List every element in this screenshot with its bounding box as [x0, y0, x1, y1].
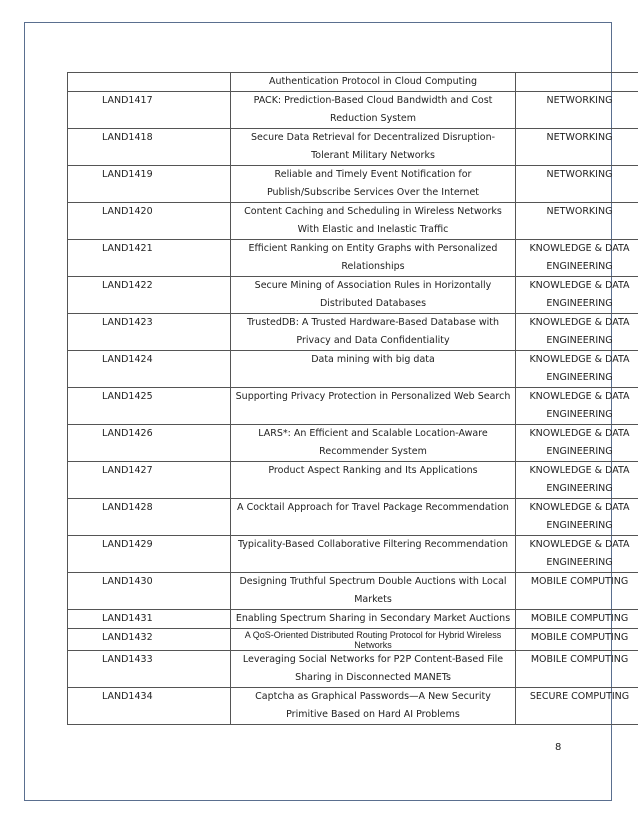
table-row [68, 203, 638, 240]
project-code: LAND1417 [68, 92, 231, 129]
table-row [68, 425, 638, 462]
project-domain: NETWORKING [516, 129, 638, 166]
project-code: LAND1430 [68, 573, 231, 610]
project-code: LAND1429 [68, 536, 231, 573]
project-domain: KNOWLEDGE & DATA ENGINEERING [516, 351, 638, 388]
project-code: LAND1418 [68, 129, 231, 166]
project-title: Content Caching and Scheduling in Wireless Networks With Elastic and Inelastic Traffic [231, 203, 516, 240]
project-title: Captcha as Graphical Passwords—A New Security Primitive Based on Hard AI Problems [231, 688, 516, 725]
project-title: Data mining with big data [231, 351, 516, 388]
project-title: LARS*: An Efficient and Scalable Location-Aware Recommender System [231, 425, 516, 462]
project-title: Typicality-Based Collaborative Filtering Recommendation [231, 536, 516, 573]
project-code: LAND1426 [68, 425, 231, 462]
project-title: Leveraging Social Networks for P2P Content-Based File Sharing in Disconnected MANETs [231, 651, 516, 688]
page-number: 8 [555, 742, 562, 753]
table-row [68, 629, 638, 651]
table-row [68, 73, 638, 92]
project-title: Enabling Spectrum Sharing in Secondary Market Auctions [231, 610, 516, 629]
project-domain: KNOWLEDGE & DATA ENGINEERING [516, 277, 638, 314]
table-row [68, 573, 638, 610]
table-row [68, 92, 638, 129]
project-domain: KNOWLEDGE & DATA ENGINEERING [516, 536, 638, 573]
project-code: LAND1428 [68, 499, 231, 536]
project-title: Secure Mining of Association Rules in Horizontally Distributed Databases [231, 277, 516, 314]
table-row [68, 651, 638, 688]
table-row [68, 388, 638, 425]
table-row [68, 351, 638, 388]
project-domain: NETWORKING [516, 203, 638, 240]
project-domain: KNOWLEDGE & DATA ENGINEERING [516, 388, 638, 425]
project-code: LAND1422 [68, 277, 231, 314]
project-code: LAND1427 [68, 462, 231, 499]
project-domain: NETWORKING [516, 92, 638, 129]
project-domain: MOBILE COMPUTING [516, 629, 638, 651]
project-title: Product Aspect Ranking and Its Applications [231, 462, 516, 499]
project-code: LAND1434 [68, 688, 231, 725]
project-domain: NETWORKING [516, 166, 638, 203]
project-title: A Cocktail Approach for Travel Package Recommendation [231, 499, 516, 536]
project-title: Supporting Privacy Protection in Personalized Web Search [231, 388, 516, 425]
project-code: LAND1425 [68, 388, 231, 425]
project-title: Efficient Ranking on Entity Graphs with Personalized Relationships [231, 240, 516, 277]
table-row [68, 499, 638, 536]
table-row [68, 536, 638, 573]
table-row [68, 610, 638, 629]
project-domain: KNOWLEDGE & DATA ENGINEERING [516, 314, 638, 351]
project-domain: MOBILE COMPUTING [516, 651, 638, 688]
project-title: Authentication Protocol in Cloud Computing [231, 73, 516, 92]
project-title: Reliable and Timely Event Notification for Publish/Subscribe Services Over the Internet [231, 166, 516, 203]
project-title-text: A QoS-Oriented Distributed Routing Protocol for Hybrid Wireless Networks [244, 630, 502, 650]
project-domain: KNOWLEDGE & DATA ENGINEERING [516, 499, 638, 536]
project-code: LAND1423 [68, 314, 231, 351]
project-code: LAND1419 [68, 166, 231, 203]
table-row [68, 462, 638, 499]
table-row [68, 240, 638, 277]
table-row [68, 314, 638, 351]
project-code: LAND1433 [68, 651, 231, 688]
project-domain [516, 73, 638, 92]
project-title: PACK: Prediction-Based Cloud Bandwidth and Cost Reduction System [231, 92, 516, 129]
project-table [67, 72, 638, 725]
table-row [68, 166, 638, 203]
project-code: LAND1424 [68, 351, 231, 388]
table-row [68, 277, 638, 314]
table-row [68, 688, 638, 725]
project-title: TrustedDB: A Trusted Hardware-Based Database with Privacy and Data Confidentiality [231, 314, 516, 351]
project-domain: KNOWLEDGE & DATA ENGINEERING [516, 425, 638, 462]
table-row [68, 129, 638, 166]
project-code: LAND1421 [68, 240, 231, 277]
project-domain: MOBILE COMPUTING [516, 610, 638, 629]
project-title [231, 629, 516, 651]
project-domain: KNOWLEDGE & DATA ENGINEERING [516, 462, 638, 499]
project-title: Secure Data Retrieval for Decentralized Disruption-Tolerant Military Networks [231, 129, 516, 166]
project-title: Designing Truthful Spectrum Double Auctions with Local Markets [231, 573, 516, 610]
project-code: LAND1432 [68, 629, 231, 651]
project-domain: MOBILE COMPUTING [516, 573, 638, 610]
project-code: LAND1420 [68, 203, 231, 240]
project-domain: SECURE COMPUTING [516, 688, 638, 725]
project-domain: KNOWLEDGE & DATA ENGINEERING [516, 240, 638, 277]
project-code: LAND1431 [68, 610, 231, 629]
project-code [68, 73, 231, 92]
